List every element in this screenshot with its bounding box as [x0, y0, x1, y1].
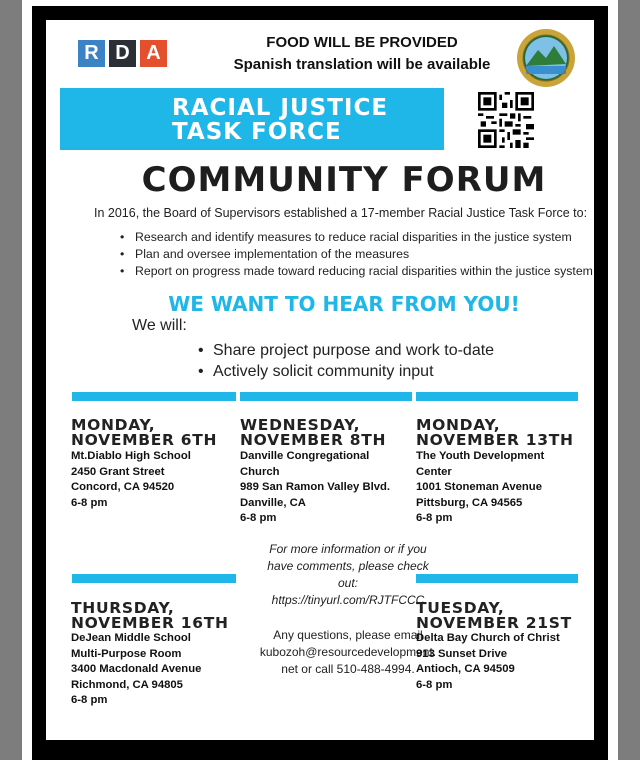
divider-bar	[416, 574, 578, 583]
will-list	[198, 340, 494, 382]
county-seal-icon	[516, 28, 576, 88]
spanish-notice: Spanish translation will be available	[233, 56, 491, 73]
event-date: NOVEMBER 8TH	[240, 431, 387, 449]
event-time: 6-8 pm	[71, 694, 108, 707]
event-time: 6-8 pm	[416, 678, 453, 691]
logo-letter-a: A	[140, 40, 167, 67]
event-city: Danville, CA	[240, 496, 306, 509]
event-details	[71, 449, 191, 511]
contact-phone: net or call 510-488-4994.	[281, 662, 415, 676]
event-details	[416, 449, 544, 527]
event-date: NOVEMBER 6TH	[71, 431, 218, 449]
event-details	[416, 631, 560, 693]
intro-text: In 2016, the Board of Supervisors established a 17-member Racial Justice Task Force to:	[94, 206, 588, 220]
event-venue: The Youth Development	[416, 450, 545, 462]
info-line: have comments, please check	[267, 559, 429, 573]
list-item: • Actively solicit community input	[198, 361, 494, 382]
event-venue-line-2: Church	[240, 465, 280, 478]
event-city: Richmond, CA 94805	[71, 678, 183, 691]
event-date: NOVEMBER 21ST	[416, 614, 572, 632]
event-day: MONDAY,	[71, 416, 156, 434]
divider-bar	[72, 574, 236, 583]
event-venue: Danville Congregational	[240, 450, 370, 462]
event-city: Concord, CA 94520	[71, 481, 175, 494]
event-details	[240, 449, 390, 527]
flyer-page	[22, 0, 618, 760]
banner-line-2: TASK FORCE	[172, 119, 342, 145]
list-item: • Share project purpose and work to-date	[198, 340, 494, 361]
list-item: • Research and identify measures to reduce racial disparities in the justice system	[120, 229, 593, 246]
contact-line: Any questions, please email	[273, 628, 423, 642]
event-day: TUESDAY,	[416, 599, 505, 617]
event-date: NOVEMBER 13TH	[416, 431, 574, 449]
event-venue-line-2: Center	[416, 465, 452, 478]
event-time: 6-8 pm	[71, 496, 108, 509]
event-address: 3400 Macdonald Avenue	[71, 663, 202, 676]
divider-bar	[72, 392, 236, 401]
qr-code-icon[interactable]	[478, 92, 534, 148]
food-notice: FOOD WILL BE PROVIDED	[266, 34, 458, 51]
logo-letter-r: R	[78, 40, 105, 67]
event-address: 2450 Grant Street	[71, 465, 165, 478]
event-date: NOVEMBER 16TH	[71, 614, 229, 632]
event-city: Pittsburg, CA 94565	[416, 496, 523, 509]
event-venue: Mt.Diablo High School	[71, 450, 191, 462]
we-will-label: We will:	[132, 317, 187, 334]
info-line: For more information or if you	[269, 542, 427, 556]
more-info-text	[260, 541, 436, 609]
goals-list	[120, 229, 593, 280]
logo-letter-d: D	[109, 40, 136, 67]
contact-email-link[interactable]: kubozoh@resourcedevelopment.	[259, 645, 437, 659]
divider-bar	[416, 392, 578, 401]
event-address: 989 San Ramon Valley Blvd.	[240, 481, 391, 494]
event-day: THURSDAY,	[71, 599, 175, 617]
banner-line-1: RACIAL JUSTICE	[172, 95, 389, 121]
event-day: WEDNESDAY,	[240, 416, 361, 434]
event-details	[71, 631, 201, 709]
hear-heading: WE WANT TO HEAR FROM YOU!	[168, 292, 520, 316]
info-line: out:	[337, 576, 358, 590]
event-city: Antioch, CA 94509	[416, 663, 515, 676]
event-day: MONDAY,	[416, 416, 501, 434]
info-url-link[interactable]: https://tinyurl.com/RJTFCCC	[271, 593, 425, 607]
event-time: 6-8 pm	[240, 512, 277, 525]
event-time: 6-8 pm	[416, 512, 453, 525]
event-room: Multi-Purpose Room	[71, 647, 182, 660]
page-title: COMMUNITY FORUM	[141, 160, 547, 200]
contact-text	[254, 627, 442, 678]
event-address: 913 Sunset Drive	[416, 647, 508, 660]
event-venue: DeJean Middle School	[71, 632, 191, 644]
divider-bar	[240, 392, 412, 401]
banner-title	[172, 96, 432, 144]
event-address: 1001 Stoneman Avenue	[416, 481, 542, 494]
event-venue: Delta Bay Church of Christ	[416, 632, 560, 644]
list-item: • Report on progress made toward reducing racial disparities within the justice system	[120, 263, 593, 280]
list-item: • Plan and oversee implementation of the measures	[120, 246, 593, 263]
